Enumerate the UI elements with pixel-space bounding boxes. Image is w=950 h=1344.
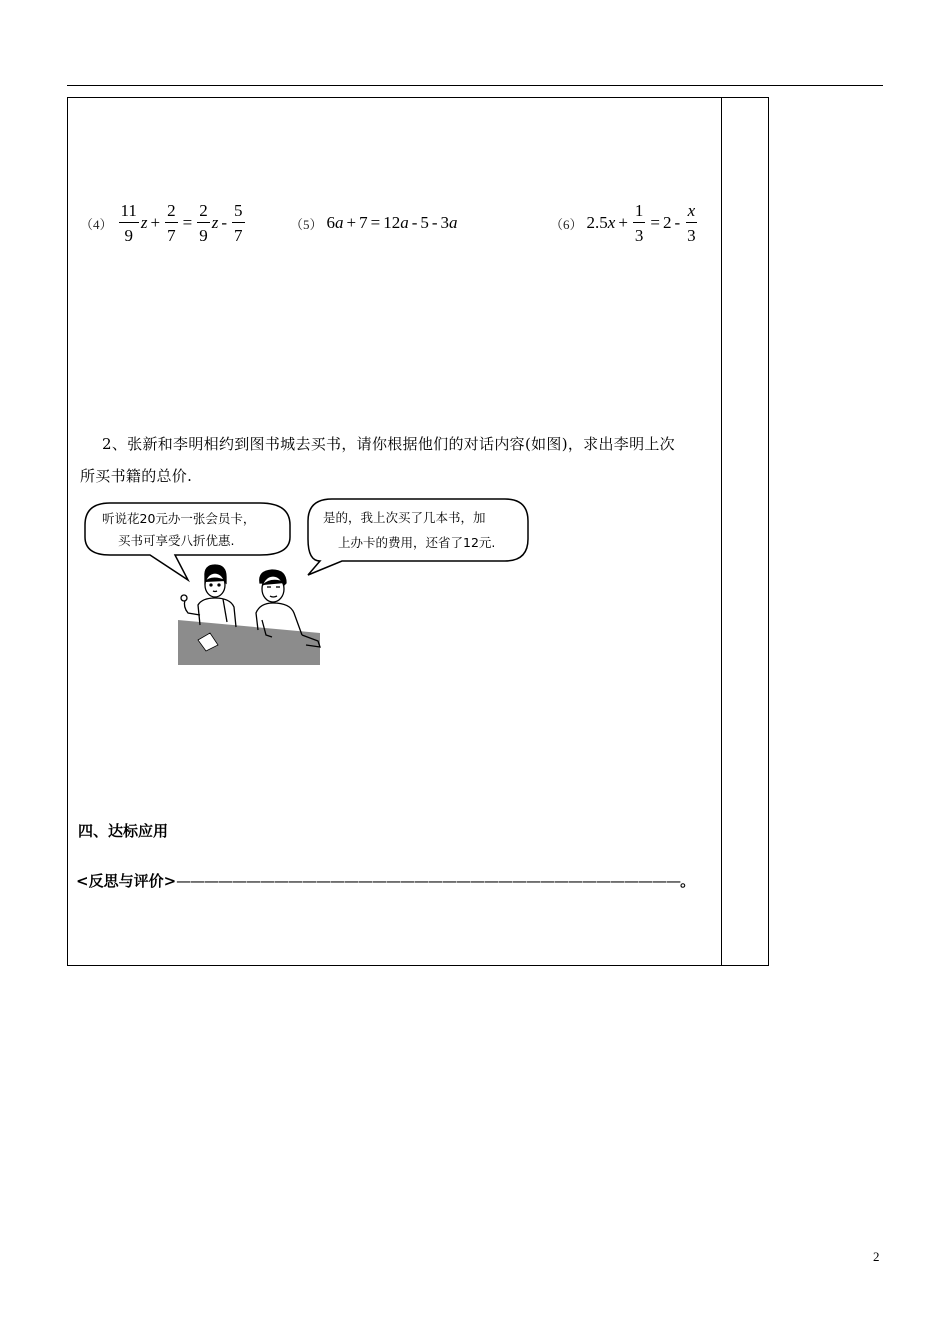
denominator: 3 [687,226,696,245]
right-bubble-line-1: 是的，我上次买了几本书，加 [323,510,486,525]
problem-number: 2、 [102,435,128,453]
fraction [232,202,245,244]
header-rule [67,85,883,86]
denominator: 9 [199,226,208,245]
numerator: 2 [165,202,178,223]
numerator: x [686,202,698,223]
denominator: 7 [167,226,176,245]
equation-label: （5） [290,216,323,232]
constant: 5 [420,213,429,232]
coefficient: 2.5 [586,213,608,232]
denominator: 9 [124,226,133,245]
operator: - [221,213,227,232]
denominator: 3 [634,226,644,245]
numerator: 11 [119,202,139,223]
fraction [119,202,139,244]
fraction [633,202,646,244]
reflection-end: 。 [680,872,696,890]
fraction [165,202,178,244]
variable: a [400,213,409,232]
variable: z [140,213,148,232]
left-bubble-line-1: 听说花20元办一张会员卡， [102,511,256,526]
equation-label: （6） [550,216,583,232]
operator: + [150,213,161,232]
numerator: 5 [232,202,245,223]
coefficient: 12 [383,213,401,232]
variable: a [449,213,458,232]
numerator: 1 [633,202,646,223]
left-bubble-line-2: 买书可享受八折优惠. [118,533,235,548]
coefficient: 3 [440,213,450,232]
problem-text-line-2: 所买书籍的总价. [80,467,193,485]
equals-sign: = [370,213,381,232]
variable: x [607,213,616,232]
variable: z [211,213,219,232]
equation-4 [80,197,247,249]
equation-5 [290,197,458,249]
fraction [685,202,698,244]
constant: 7 [359,213,368,232]
frame-column-divider [721,97,722,966]
coefficient: 6 [326,213,336,232]
operator: - [431,213,438,232]
reflection-blank: ———————————————————————————————————— [176,872,681,890]
denominator: 7 [234,226,243,245]
equation-row [80,197,720,249]
constant: 2 [663,213,672,232]
equals-sign: = [182,213,193,232]
operator: - [674,213,681,232]
fraction [197,202,210,244]
variable: a [335,213,344,232]
equation-label: （4） [80,216,113,232]
operator: - [411,213,418,232]
reflection-label: <反思与评价> [76,872,177,890]
person-left [181,565,236,627]
equals-sign: = [650,213,660,232]
word-problem [80,428,720,492]
operator: + [618,213,628,232]
operator: + [346,213,357,232]
equation-6 [550,197,700,249]
problem-text-line-1: 张新和李明相约到图书城去买书，请你根据他们的对话内容(如图)，求出李明上次 [127,435,675,453]
right-bubble-line-2: 上办卡的费用，还省了12元. [338,535,496,550]
page-number: 2 [873,1249,880,1264]
section-title: 四、达标应用 [78,822,169,840]
reflection-line [76,870,695,891]
dialogue-illustration [80,495,530,670]
numerator: 2 [197,202,210,223]
